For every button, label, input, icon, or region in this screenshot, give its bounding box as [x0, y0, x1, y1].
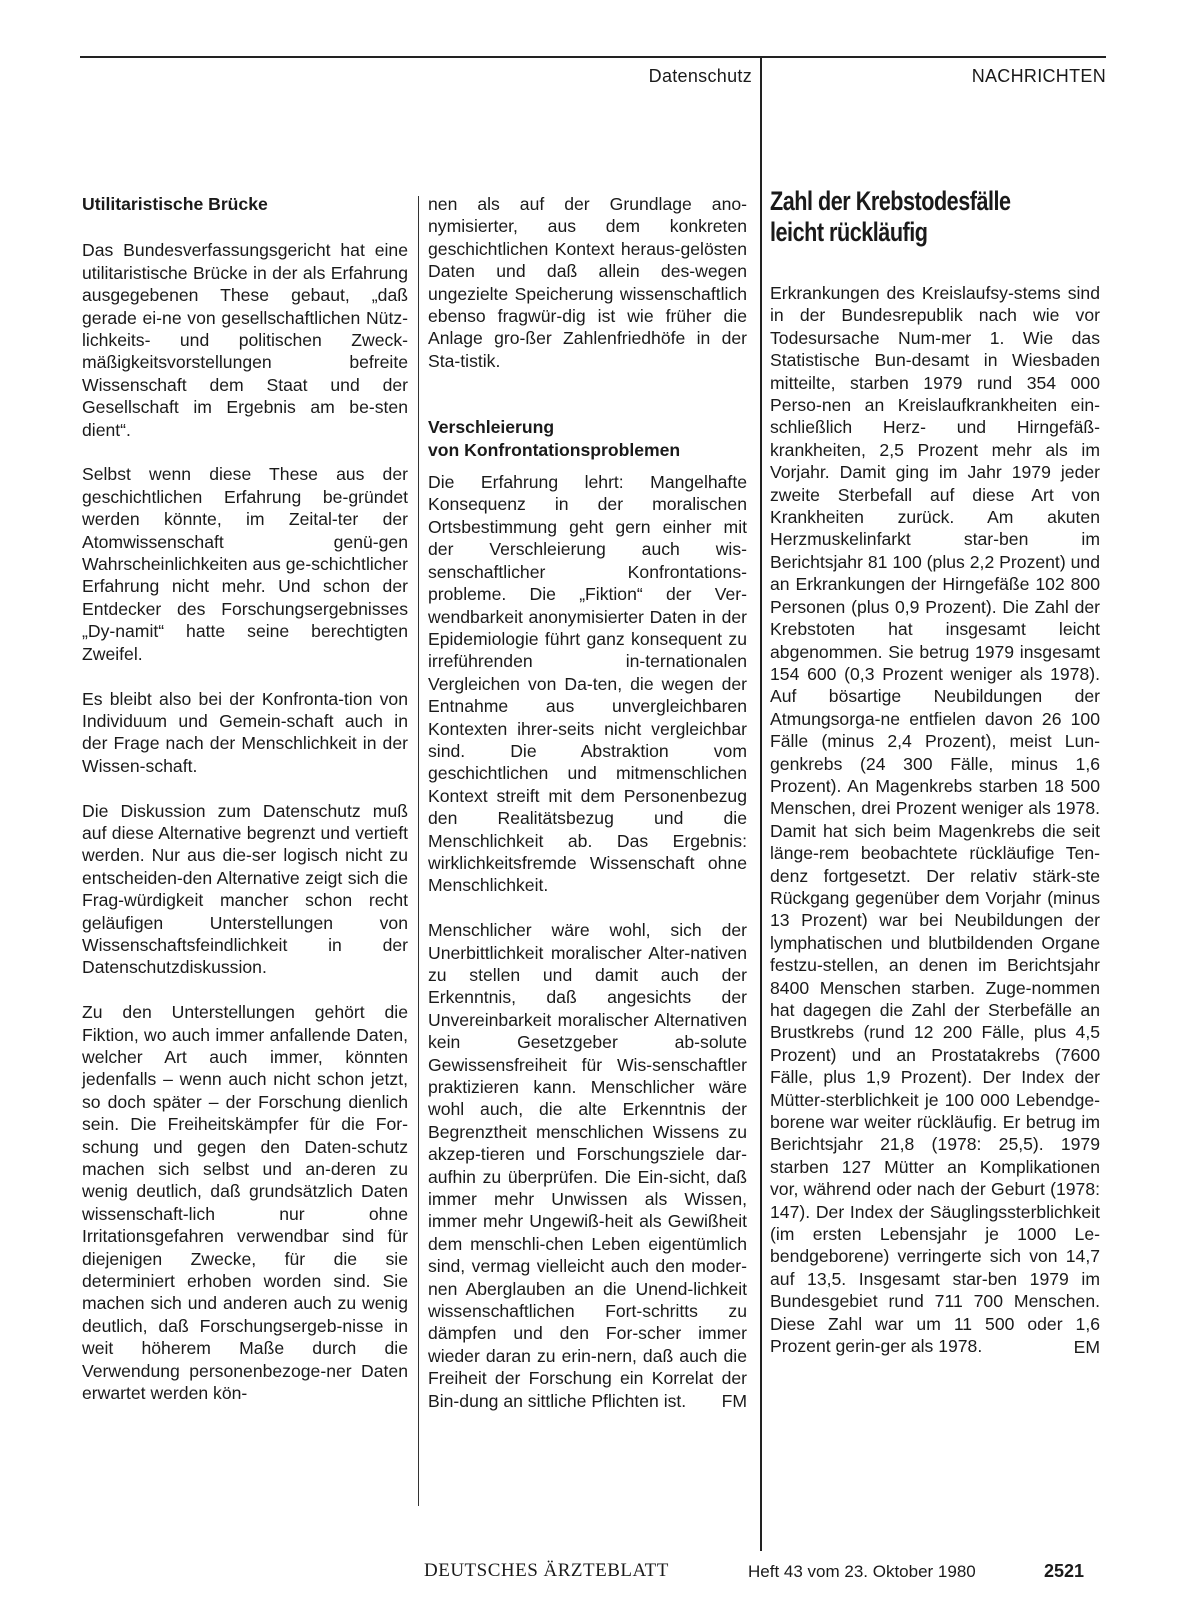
- author-signature: EM: [1073, 1336, 1100, 1357]
- top-rule: [80, 56, 1106, 58]
- author-signature: FM: [721, 1391, 747, 1412]
- column-2: [428, 193, 747, 1413]
- section-heading: Utilitaristische Brücke: [82, 194, 268, 214]
- article-headline: Zahl der Krebstodesfälle leicht rückläufig: [770, 186, 1011, 247]
- paragraph: Das Bundesverfassungsgericht hat eine utilitaristische Brücke in der als Erfahrung ausgegebenen These gebaut, „daß gerade ei-ne von gesellschaftlichen Nütz-lichkeits- und politischen Zweck-mäßigkeitsvorstellungen befreite Wissenschaft dem Staat und der Gesellschaft im Ergebnis am be-sten dient“.: [82, 240, 408, 440]
- column-1: [82, 193, 408, 1427]
- paragraph: Es bleibt also bei der Konfronta-tion von Individuum und Gemein-schaft auch in der Frage nach der Menschlichkeit in der Wissen-schaft.: [82, 688, 408, 776]
- paragraph: Die Diskussion zum Datenschutz muß auf diese Alternative begrenzt und vertieft werden. Nur aus die-ser logisch nicht zu entscheiden-den Alternative zeigt sich die Frag-würdigkeit mancher schon recht geläufigen Unterstellungen von Wissenschaftsfeindlichkeit in der Datenschutzdiskussion.: [82, 800, 408, 978]
- paragraph: nen als auf der Grundlage ano-nymisierter, aus dem konkreten geschichtlichen Kontext heraus-gelösten Daten und daß allein des-wegen ungezielte Speicherung wissenschaftlich ebenso fragwür-dig ist wie früher die Anlage gro-ßer Zahlenfriedhöfe in der Sta-tistik.: [428, 194, 747, 371]
- paragraph: Zu den Unterstellungen gehört die Fiktion, wo auch immer anfallende Daten, welcher Art auch immer, könnten jedenfalls – wenn auch nicht schon jetzt, so doch später – der Forschung dienlich sein. Die Freiheitskämpfer für die For-schung und gegen den Daten-schutz machen sich selbst und an-deren zu wenig deutlich, daß grundsätzlich Daten wissenschaft-lich nur ohne Irritationsgefahren verwendbar sind für diejenigen Zwecke, für die sie determiniert erhoben worden sind. Sie machen sich und anderen auch zu wenig deutlich, daß Forschungsergeb-nisse in weit höherem Maße durch die Verwendung personenbezoge-ner Daten erwartet werden kön-: [82, 1002, 408, 1404]
- section-heading: Verschleierung von Konfrontationsproblemen: [428, 417, 681, 460]
- column-3: [770, 282, 1100, 1358]
- column-divider-right: [760, 56, 762, 1551]
- paragraph: Menschlicher wäre wohl, sich der Unerbittlichkeit moralischer Alter-nativen zu stellen und damit auch der Erkenntnis, daß angesichts der Unvereinbarkeit moralischer Alternativen kein Gesetzgeber ab-solute Gewissensfreiheit für Wis-senschaftler praktizieren kann. Menschlicher wäre wohl auch, die alte Erkenntnis der Begrenztheit menschlichen Wissens zu akzep-tieren und Forschungsziele dar-aufhin zu überprüfen. Die Ein-sicht, daß immer mehr Unwissen als Wissen, immer mehr Ungewiß-heit als Gewißheit dem menschli-chen Leben eigentümlich sind, vermag vielleicht auch den moder-nen Aberglauben an die Unend-lichkeit wissenschaftlichen Fort-schritts zu dämpfen und den For-scher immer wieder daran zu erin-nern, daß auch die Freiheit der Forschung ein Korrelat der Bin-dung an sittliche Pflichten ist.: [428, 920, 747, 1411]
- column-divider-left: [418, 196, 419, 1506]
- article-body: Erkrankungen des Kreislaufsy-stems sind in der Bundesrepublik nach wie vor Todesursache Num-mer 1. Wie das Statistische Bun-desamt in Wiesbaden mitteilte, starben 1979 rund 354 000 Perso-nen an Kreislaufkrankheiten ein-schließlich Herz- und Hirngefäß-krankheiten, 2,5 Prozent mehr als im Vorjahr. Damit ging im Jahr 1979 jeder zweite Sterbefall auf diese Art von Krankheiten zurück. Am akuten Herzmuskelinfarkt star-ben im Berichtsjahr 81 100 (plus 2,2 Prozent) und an Erkrankungen der Hirngefäße 102 800 Personen (plus 0,9 Prozent). Die Zahl der Krebstoten hat insgesamt leicht abgenommen. Sie betrug 1979 insgesamt 154 600 (0,3 Prozent weniger als 1978). Auf bösartige Neubildungen der Atmungsorga-ne entfielen davon 26 100 Fälle (minus 2,4 Prozent), meist Lun-genkrebs (24 300 Fälle, minus 1,6 Prozent). An Magenkrebs starben 18 500 Menschen, drei Prozent weniger als 1978. Damit hat sich beim Magenkrebs die seit länge-rem beobachtete rückläufige Ten-denz fortgesetzt. Der relativ stärk-ste Rückgang gegenüber dem Vorjahr (minus 13 Prozent) war bei Neubildungen der lymphatischen und blutbildenden Organe festzu-stellen, an denen im Berichtsjahr 8400 Menschen starben. Zuge-nommen hat dagegen die Zahl der Sterbefälle an Brustkrebs (rund 12 200 Fälle, plus 4,5 Prozent) und an Prostatakrebs (7600 Fälle, plus 1,9 Prozent). Der Index der Mütter-sterblichkeit je 100 000 Lebendge-borene war weiter rückläufig. Er betrug im Berichtsjahr 21,8 (1978: 25,5). 1979 starben 127 Mütter an Komplikationen vor, während oder nach der Geburt (1978: 147). Der Index der Säuglingssterblichkeit (im ersten Lebensjahr je 1000 Le-bendgeborene) verringerte sich von 14,7 auf 13,5. Insgesamt star-ben 1979 im Bundesgebiet rund 711 700 Menschen. Diese Zahl war um 11 500 oder 1,6 Prozent gerin-ger als 1978.: [770, 283, 1100, 1357]
- page-number: 2521: [1044, 1561, 1085, 1581]
- paragraph: Selbst wenn diese These aus der geschichtlichen Erfahrung be-gründet werden könnte, im Zeital-ter der Atomwissenschaft genü-gen Wahrscheinlichkeiten aus ge-schichtlicher Erfahrung nicht mehr. Und schon der Entdecker des Forschungsergebnisses „Dy-namit“ hatte seine berechtigten Zweifel.: [82, 464, 408, 664]
- journal-name: DEUTSCHES ÄRZTEBLATT: [424, 1560, 669, 1581]
- paragraph: Die Erfahrung lehrt: Mangelhafte Konsequenz in der moralischen Ortsbestimmung geht gern einher mit der Verschleierung auch wis-senschaftlicher Konfrontations-probleme. Die „Fiktion“ der Ver-wendbarkeit anonymisierter Daten in der Epidemiologie führt ganz konsequent zu irreführenden in-ternationalen Vergleichen von Da-ten, die wegen der Entnahme aus unvergleichbaren Kontexten ihrer-seits nicht vergleichbar sind. Die Abstraktion vom geschichtlichen und mitmenschlichen Kontext streift mit dem Personenbezug den Realitätsbezug und die Menschlichkeit ab. Das Ergebnis: wirklichkeitsfremde Wissenschaft ohne Menschlichkeit.: [428, 472, 747, 896]
- category-label: NACHRICHTEN: [971, 66, 1106, 86]
- section-label: Datenschutz: [648, 66, 752, 86]
- issue-info: Heft 43 vom 23. Oktober 1980: [748, 1562, 976, 1581]
